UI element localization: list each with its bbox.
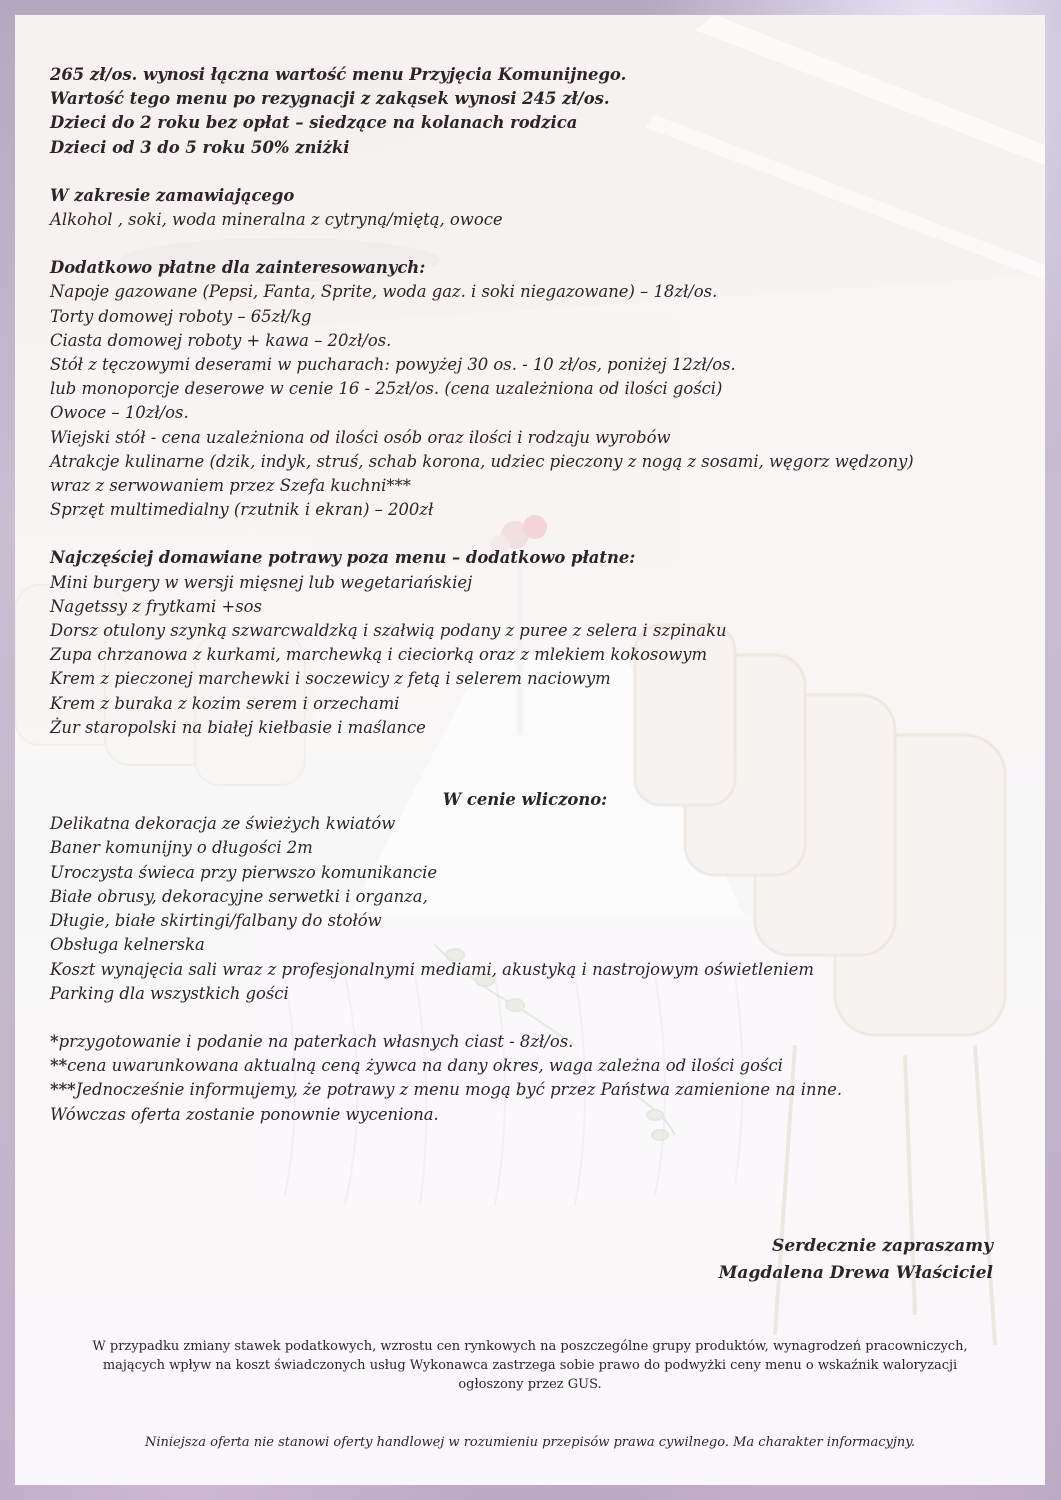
list-item: Żur staropolski na białej kiełbasie i maślance	[50, 717, 426, 737]
notes-section	[50, 1030, 1010, 1127]
intro-line: Wartość tego menu po rezygnacji z zakąsek wynosi 245 zł/os.	[50, 89, 610, 109]
list-item: Dorsz otulony szynką szwarcwaldzką i szałwią podany z puree z selera i szpinaku	[50, 621, 727, 641]
signature-greeting: Serdecznie zapraszamy	[772, 1236, 993, 1256]
list-item: Uroczysta świeca przy pierwszo komunikancie	[50, 862, 438, 882]
list-item: Koszt wynajęcia sali wraz z profesjonalnymi mediami, akustyką i nastrojowym oświetleniem	[50, 959, 814, 979]
list-item: wraz z serwowaniem przez Szefa kuchni***	[50, 476, 411, 496]
list-item: Krem z buraka z kozim serem i orzechami	[50, 693, 400, 713]
footnote	[50, 1078, 1010, 1102]
popular-section	[50, 546, 1010, 740]
list-item: Parking dla wszystkich gości	[50, 983, 289, 1003]
list-item: Krem z pieczonej marchewki i soczewicy z fetą i selerem naciowym	[50, 669, 611, 689]
legal-clause	[50, 1337, 1010, 1394]
list-item: lub monoporcje deserowe w cenie 16 - 25zł/os. (cena uzależniona od ilości gości)	[50, 379, 723, 399]
footnote	[50, 1103, 1010, 1127]
list-item: Nagetssy z frytkami +sos	[50, 596, 262, 616]
footnote-text: Wówczas oferta zostanie ponownie wyceniona.	[50, 1104, 439, 1124]
footnote-text: cena uwarunkowana aktualną ceną żywca na dany okres, waga zależna od ilości gości	[67, 1056, 783, 1076]
orderer-text: Alkohol , soki, woda mineralna z cytryną/miętą, owoce	[50, 210, 503, 230]
list-item: Atrakcje kulinarne (dzik, indyk, struś, schab korona, udziec pieczony z nogą z sosami, węgorz wędzony)	[50, 451, 914, 471]
list-item: Sprzęt multimedialny (rzutnik i ekran) – 200zł	[50, 500, 434, 520]
list-item: Obsługa kelnerska	[50, 935, 205, 955]
list-item: Długie, białe skirtingi/falbany do stołów	[50, 911, 382, 931]
menu-text	[50, 63, 1010, 1127]
list-item: Zupa chrzanowa z kurkami, marchewką i cieciorką oraz z mlekiem kokosowym	[50, 645, 708, 665]
list-item: Stół z tęczowymi deserami w pucharach: powyżej 30 os. - 10 zł/os, poniżej 12zł/os.	[50, 355, 736, 375]
list-item: Baner komunijny o długości 2m	[50, 838, 313, 858]
footnote	[50, 1054, 1010, 1078]
footnote-text: Jednocześnie informujemy, że potrawy z menu mogą być przez Państwa zamienione na inne.	[75, 1080, 843, 1100]
disclaimer: Niniejsza oferta nie stanowi oferty handlowej w rozumieniu przepisów prawa cywilnego. Ma charakter informacyjny.	[144, 1435, 916, 1450]
list-item: Delikatna dekoracja ze świeżych kwiatów	[50, 814, 396, 834]
intro-line: 265 zł/os. wynosi łączna wartość menu Przyjęcia Komunijnego.	[50, 65, 627, 84]
intro-line: Dzieci od 3 do 5 roku 50% zniżki	[50, 137, 350, 157]
intro-line: Dzieci do 2 roku bez opłat – siedzące na kolanach rodzica	[50, 113, 578, 133]
intro-section	[50, 63, 1010, 160]
included-section	[50, 788, 1010, 1006]
orderer-section	[50, 184, 1010, 232]
orderer-heading: W zakresie zamawiającego	[50, 185, 295, 205]
footnote-mark: **	[50, 1056, 68, 1076]
list-item: Owoce – 10zł/os.	[50, 403, 189, 423]
footnote-mark: ***	[50, 1080, 76, 1100]
list-item: Wiejski stół - cena uzależniona od ilości osób oraz ilości i rodzaju wyrobów	[50, 427, 671, 447]
list-item: Ciasta domowej roboty + kawa – 20zł/os.	[50, 330, 392, 350]
footnote	[50, 1030, 1010, 1054]
signature-name: Magdalena Drewa Właściciel	[718, 1263, 993, 1283]
included-heading: W cenie wliczono:	[442, 790, 608, 810]
list-item: Białe obrusy, dekoracyjne serwetki i organza,	[50, 886, 428, 906]
legal-line: W przypadku zmiany stawek podatkowych, wzrostu cen rynkowych na poszczególne grupy produktów, wynagrodzeń pracowniczych,	[92, 1339, 968, 1354]
list-item: Napoje gazowane (Pepsi, Fanta, Sprite, woda gaz. i soki niegazowane) – 18zł/os.	[50, 282, 718, 302]
document-page	[15, 15, 1045, 1485]
footnote-mark: *	[50, 1031, 59, 1051]
legal-line: mających wpływ na koszt świadczonych usług Wykonawca zastrzega sobie prawo do podwyżki ceny menu o wskaźnik waloryzacji	[102, 1358, 958, 1373]
footnote-text: przygotowanie i podanie na paterkach własnych ciast - 8zł/os.	[58, 1031, 574, 1051]
legal-line: ogłoszony przez GUS.	[458, 1377, 602, 1392]
list-item: Mini burgery w wersji mięsnej lub wegetariańskiej	[50, 572, 473, 592]
signature	[719, 1233, 993, 1287]
extras-section	[50, 256, 1010, 522]
extras-heading: Dodatkowo płatne dla zainteresowanych:	[50, 258, 426, 278]
popular-heading: Najczęściej domawiane potrawy poza menu – dodatkowo płatne:	[50, 548, 636, 568]
list-item: Torty domowej roboty – 65zł/kg	[50, 306, 312, 326]
